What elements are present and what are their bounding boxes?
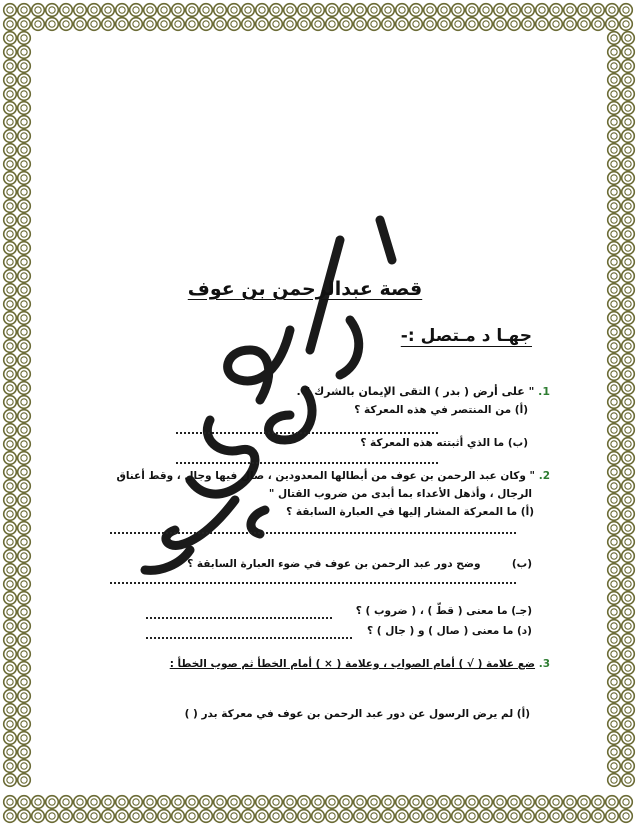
- question-1b-text: ما الذي أثبتته هذه المعركة ؟: [360, 437, 505, 449]
- question-2c: (جـ) ما معنى ( قطّ ) ، ( ضروب ) ؟: [355, 605, 532, 617]
- section-heading: جهـا د مـتصل :-: [400, 326, 532, 346]
- answer-line-2d[interactable]: [146, 637, 352, 639]
- question-1-quote: " على أرض ( بدر ) التقى الإيمان بالشرك " .: [296, 385, 535, 398]
- question-3a: (أ) لم يرض الرسول عن دور عبد الرحمن بن عوف في معركة بدر ( ): [184, 708, 530, 720]
- question-2b: [187, 558, 532, 570]
- question-1b-label: (ب): [507, 437, 528, 449]
- answer-line-2c[interactable]: [146, 617, 332, 619]
- question-2-number: 2.: [538, 470, 550, 482]
- worksheet-title: قصة عبدالرحمن بن عوف: [187, 278, 423, 300]
- question-2b-text: وضح دور عبد الرحمن بن عوف في ضوء العبارة السابقة ؟: [187, 558, 481, 570]
- question-2-line2: الرجال ، وأذهل الأعداء بما أبدى من ضروب القتال ": [268, 488, 532, 500]
- answer-line-1b[interactable]: [176, 462, 438, 464]
- question-2b-label: (ب): [511, 558, 532, 570]
- question-1a-text: من المنتصر في هذه المعركة ؟: [354, 404, 512, 416]
- question-3-line: [170, 658, 550, 670]
- question-2-line1: [116, 470, 550, 482]
- answer-line-2a[interactable]: [110, 532, 516, 534]
- question-1-line: [297, 385, 550, 398]
- question-3-number: 3.: [538, 658, 550, 670]
- question-1b: [360, 437, 528, 449]
- question-2a: (أ) ما المعركة المشار إليها في العبارة السابقة ؟: [286, 506, 534, 518]
- answer-line-2b[interactable]: [110, 582, 516, 584]
- question-2d: (د) ما معنى ( صال ) و ( جال ) ؟: [367, 625, 532, 637]
- question-1a: [354, 404, 528, 416]
- question-1-number: 1.: [538, 385, 550, 398]
- question-3-instruction: ضع علامة ( √ ) أمام الصواب ، وعلامة ( × ) أمام الخطأ ثم صوب الخطأ :: [169, 658, 536, 670]
- question-1a-label: (أ): [514, 404, 528, 416]
- answer-line-1a[interactable]: [176, 432, 438, 434]
- question-2-quote-line1: " وكان عبد الرحمن بن عوف من أبطالها المعدودين ، صال فيها وجال ، وقط أعناق: [116, 470, 536, 482]
